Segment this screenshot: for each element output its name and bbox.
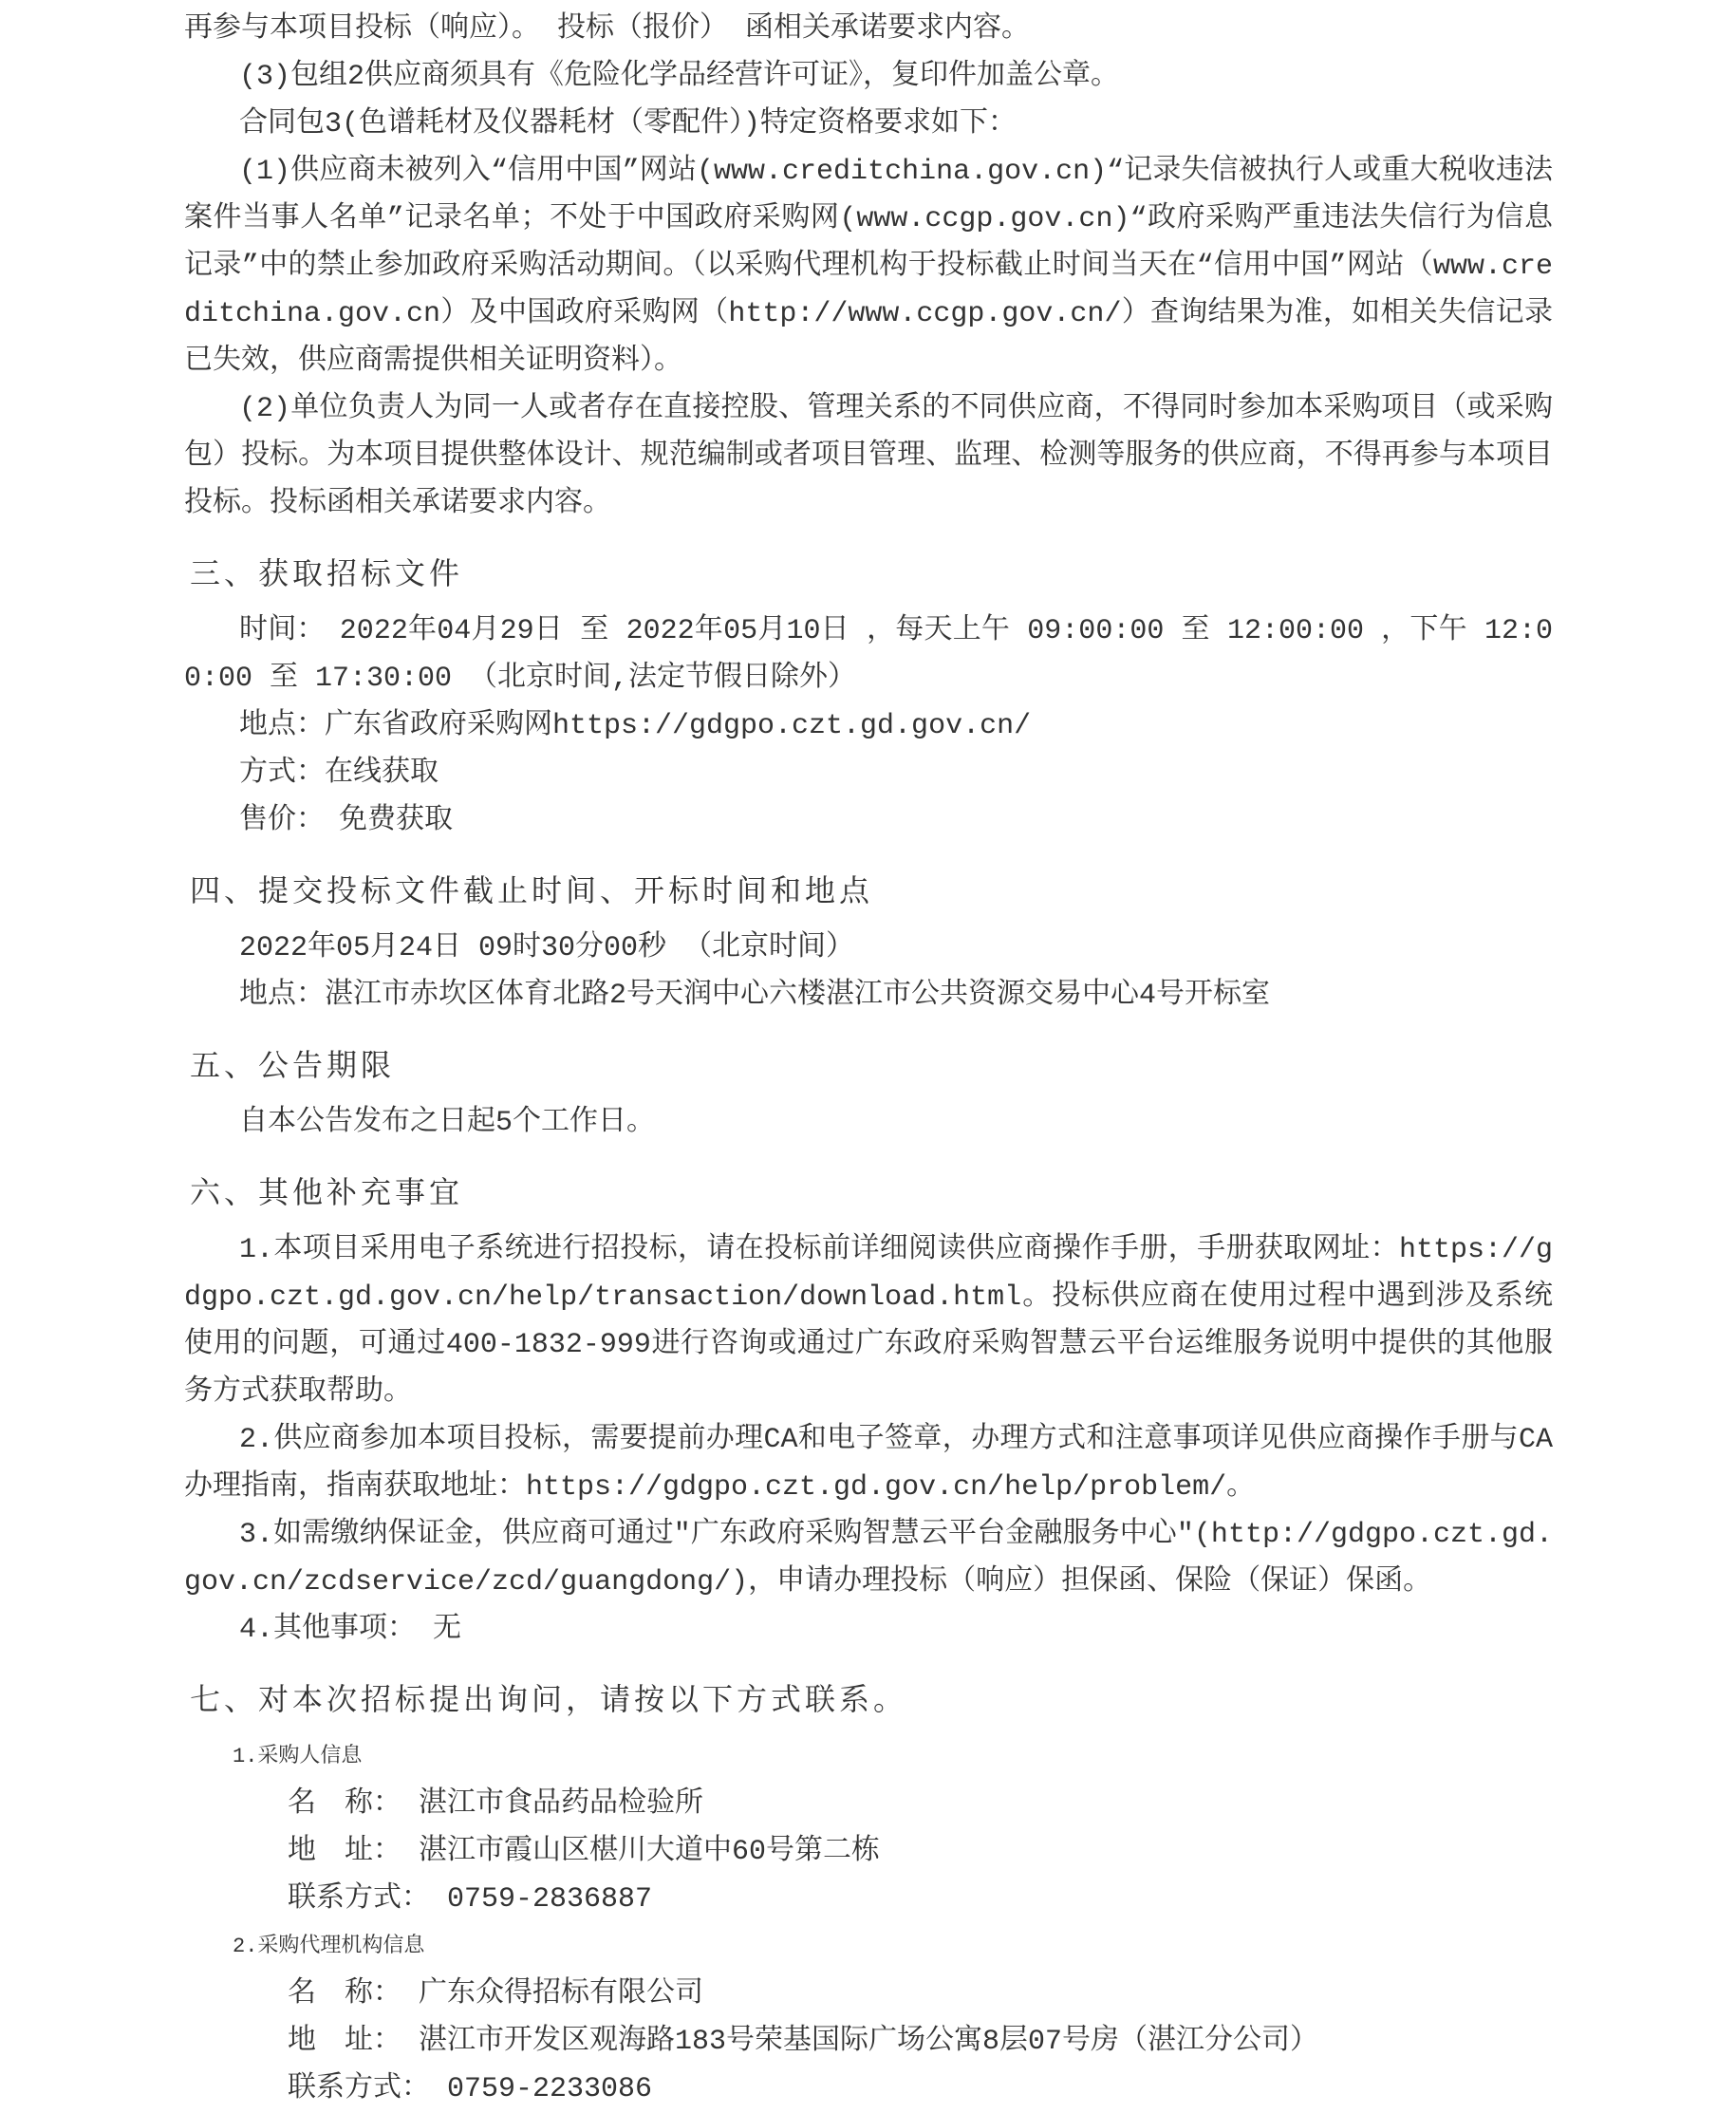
paragraph-obtain-price: 售价： 免费获取 (239, 805, 453, 837)
paragraph-package2-requirement: (3)包组2供应商须具有《危险化学品经营许可证》，复印件加盖公章。 (239, 61, 1120, 93)
paragraph-supplementary-2: 2.供应商参加本项目投标，需要提前办理CA和电子签章，办理方式和注意事项详见供应商操作手册与CA办理指南，指南获取地址：https://gdgpo.czt.gd.gov.cn/help/problem/。 (184, 1424, 1553, 1504)
contact-row-agency-phone: 联系方式： 0759-2233086 (288, 2073, 653, 2105)
contact-group-purchaser-label: 1.采购人信息 (233, 1745, 363, 1768)
section-heading-obtain-documents: 三、获取招标文件 (190, 558, 464, 593)
paragraph-deadline-place: 地点：湛江市赤坎区体育北路2号天润中心六楼湛江市公共资源交易中心4号开标室 (239, 980, 1271, 1012)
paragraph-obtain-time: 时间： 2022年04月29日 至 2022年05月10日 ，每天上午 09:00:00 至 12:00:00 ，下午 12:00:00 至 17:30:00 （北京时间,法定节假日除外） (184, 615, 1553, 695)
section-heading-supplementary: 六、其他补充事宜 (190, 1177, 464, 1212)
paragraph-supplementary-3: 3.如需缴纳保证金，供应商可通过"广东政府采购智慧云平台金融服务中心"(http://gdgpo.czt.gd.gov.cn/zcdservice/zcd/guangdong/)，申请办理投标（响应）担保函、保险（保证）保函。 (184, 1519, 1553, 1599)
paragraph-supplementary-1: 1.本项目采用电子系统进行招投标，请在投标前详细阅读供应商操作手册，手册获取网址：https://gdgpo.czt.gd.gov.cn/help/transaction/download.html。投标供应商在使用过程中遇到涉及系统使用的问题，可通过400-1832-999进行咨询或通过广东政府采购智慧云平台运维服务说明中提供的其他服务方式获取帮助。 (184, 1234, 1553, 1409)
paragraph-credit-requirement: (1)供应商未被列入“信用中国”网站(www.creditchina.gov.cn)“记录失信被执行人或重大税收违法案件当事人名单”记录名单；不处于中国政府采购网(www.ccgp.gov.cn)“政府采购严重违法失信行为信息记录”中的禁止参加政府采购活动期间。（以采购代理机构于投标截止时间当天在“信用中国”网站（www.creditchina.gov.cn）及中国政府采购网（http://www.ccgp.gov.cn/）查询结果为准，如相关失信记录已失效，供应商需提供相关证明资料）。 (184, 156, 1553, 378)
paragraph-same-person-restriction: (2)单位负责人为同一人或者存在直接控股、管理关系的不同供应商，不得同时参加本采购项目（或采购包）投标。为本项目提供整体设计、规范编制或者项目管理、监理、检测等服务的供应商，不得再参与本项目投标。投标函相关承诺要求内容。 (184, 393, 1553, 520)
paragraph-continuation: 再参与本项目投标（响应）。 投标（报价） 函相关承诺要求内容。 (184, 13, 1031, 46)
section-heading-contact: 七、对本次招标提出询问，请按以下方式联系。 (190, 1684, 908, 1719)
paragraph-package3-intro: 合同包3(色谱耗材及仪器耗材（零配件）)特定资格要求如下： (239, 108, 1017, 140)
contact-row-purchaser-name: 名 称： 湛江市食品药品检验所 (288, 1788, 704, 1821)
contact-row-purchaser-phone: 联系方式： 0759-2836887 (288, 1883, 653, 1916)
section-heading-deadline: 四、提交投标文件截止时间、开标时间和地点 (190, 875, 874, 910)
paragraph-obtain-place: 地点：广东省政府采购网https://gdgpo.czt.gd.gov.cn/ (239, 710, 1032, 742)
paragraph-obtain-method: 方式：在线获取 (239, 757, 439, 790)
section-heading-announcement-period: 五、公告期限 (190, 1050, 396, 1085)
paragraph-deadline-time: 2022年05月24日 09时30分00秒 （北京时间） (239, 932, 855, 964)
contact-row-agency-name: 名 称： 广东众得招标有限公司 (288, 1978, 704, 2010)
contact-group-agency-label: 2.采购代理机构信息 (233, 1935, 425, 1958)
contact-row-agency-address: 地 址： 湛江市开发区观海路183号荣基国际广场公寓8层07号房（湛江分公司） (288, 2026, 1319, 2058)
paragraph-supplementary-4: 4.其他事项： 无 (239, 1614, 462, 1646)
paragraph-announcement-period: 自本公告发布之日起5个工作日。 (239, 1107, 656, 1139)
contact-row-purchaser-address: 地 址： 湛江市霞山区椹川大道中60号第二栋 (288, 1836, 881, 1868)
